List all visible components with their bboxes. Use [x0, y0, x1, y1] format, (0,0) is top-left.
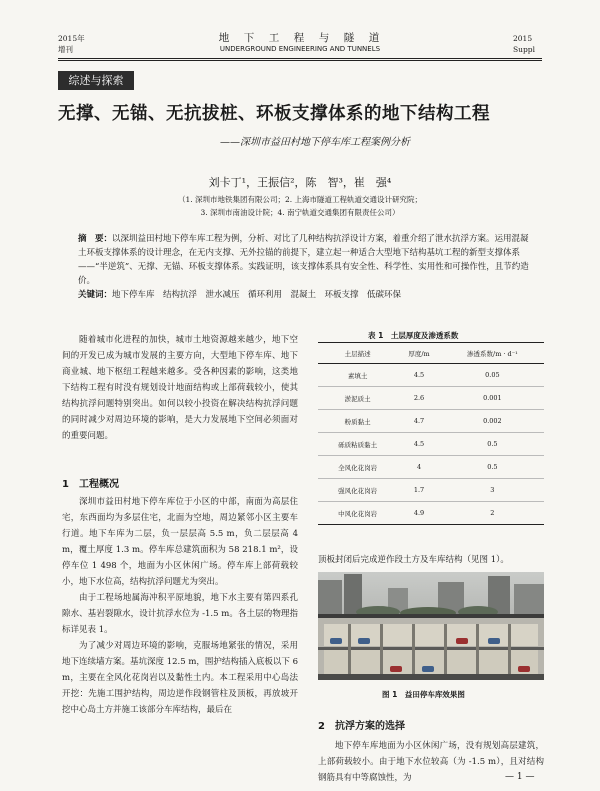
table-row [318, 502, 544, 525]
table-header-cell: 土层描述 [318, 343, 397, 364]
figure-intro-text: 顶板封闭后完成逆作段土方及车库结构（见图 1）。 [318, 555, 509, 565]
table-cell: 4.7 [397, 410, 440, 433]
table-cell: 中风化花岗岩 [318, 502, 397, 525]
abstract [78, 232, 532, 302]
table-row [318, 387, 544, 410]
table-cell: 4.5 [397, 364, 440, 387]
table-cell: 2 [441, 502, 544, 525]
section-2-heading: 2 抗浮方案的选择 [318, 721, 405, 732]
header-rule [58, 58, 542, 59]
garage-rendering-image [318, 572, 544, 680]
table-cell: 砾质粘质黏土 [318, 433, 397, 456]
abstract-text: 以深圳益田村地下停车库工程为例，分析、对比了几种结构抗浮设计方案，着重介绍了泄水抗浮方案。运用混凝土环板支撑体系的设计理念，在无内支撑、无外拉锚的前提下，建立起一种适合大型地下结构基坑工程的新型支撑体系——“半逆筑”、无撑、无锚、环板支撑体系。实践证明，该支撑体系具有安全性、科学性、实用性和可操作性，且节约造价。 [78, 234, 529, 286]
table-cell: 3 [441, 479, 544, 502]
header-right-year: 2015 [513, 34, 533, 43]
page-number: — 1 — [505, 772, 535, 782]
table-row [318, 410, 544, 433]
affiliation-line-2: 3. 深圳市南油设计院；4. 南宁轨道交通集团有限责任公司） [200, 208, 400, 217]
paper-subtitle: ——深圳市益田村地下停车库工程案例分析 [220, 137, 410, 148]
table-cell: 粉质黏土 [318, 410, 397, 433]
table-row [318, 433, 544, 456]
section-tag: 综述与探索 [58, 71, 134, 90]
table-cell: 全风化花岗岩 [318, 456, 397, 479]
table-cell: 0.5 [441, 433, 544, 456]
abstract-label: 摘 要： [78, 234, 113, 244]
table-cell: 4 [397, 456, 440, 479]
table-cell: 4.5 [397, 433, 440, 456]
table-cell: 1.7 [397, 479, 440, 502]
section-1-heading: 1 工程概况 [62, 479, 119, 490]
table-cell: 0.001 [441, 387, 544, 410]
header-year: 2015年 [58, 34, 85, 43]
journal-title-cn: 地 下 工 程 与 隧 道 [218, 32, 382, 44]
left-column-body [62, 494, 298, 718]
soil-table [318, 342, 544, 525]
table-cell: 2.6 [397, 387, 440, 410]
table-row [318, 479, 544, 502]
table-cell: 素填土 [318, 364, 397, 387]
table-cell: 强风化花岗岩 [318, 479, 397, 502]
paper-title: 无撑、无锚、无抗拔桩、环板支撑体系的地下结构工程 [58, 104, 490, 124]
journal-title-en: UNDERGROUND ENGINEERING AND TUNNELS [219, 45, 381, 53]
header-issue: 增刊 [58, 45, 73, 54]
paragraph-3: 为了减少对周边环境的影响，克服场地紧张的情况，采用地下连续墙方案。基坑深度 12.5 m，围护结构插入底板以下 6 m，主要在全风化花岗岩以及黏性土内。本工程采用中心岛法开挖：先施工围护结构，周边逆作段钢管柱及顶板，再放坡开挖中心岛土方并施工该部分车库结构，最后在 [62, 641, 299, 715]
paragraph-4: 地下停车库地面为小区休闲广场，没有规划高层建筑，上部荷载较小。由于地下水位较高（为 -1.5 m），且对结构钢筋具有中等腐蚀性，为 [318, 741, 544, 783]
table-header-cell: 厚度/m [397, 343, 440, 364]
table-cell: 淤泥质土 [318, 387, 397, 410]
affiliation-line-1: （1. 深圳市地铁集团有限公司；2. 上海市隧道工程轨道交通设计研究院； [177, 195, 423, 204]
keywords: 地下停车库 结构抗浮 泄水减压 循环利用 混凝土 环板支撑 低碳环保 [112, 290, 402, 300]
table-cell: 0.05 [441, 364, 544, 387]
table-row [318, 364, 544, 387]
table-cell: 0.002 [441, 410, 544, 433]
table-row [318, 456, 544, 479]
table-1-caption: 表 1 土层厚度及渗透系数 [368, 331, 459, 340]
table-cell: 4.9 [397, 502, 440, 525]
garage-rendering-figure [318, 572, 544, 680]
header-right-issue: Suppl [513, 45, 535, 54]
authors: 刘卡丁¹，王振信²，陈 智³，崔 强⁴ [208, 176, 392, 189]
table-header-cell: 渗透系数/m · d⁻¹ [441, 343, 544, 364]
table-cell: 0.5 [441, 456, 544, 479]
paragraph-1: 深圳市益田村地下停车库位于小区的中部，南面为高层住宅，东西面均为多层住宅，北面为空地，周边紧邻小区主要车行道。地下车库为二层，负一层层高 5.5 m，负二层层高 4 m，覆土厚度 1.3 m。停车库总建筑面积为 58 218.1 m²，设停车位 1 498 个，地面为小区休闲广场。停车库上部荷载较小，地下水位高，结构抗浮问题尤为突出。 [62, 497, 298, 587]
keywords-label: 关键词： [78, 290, 113, 300]
paragraph-2: 由于工程场地属海冲积平原地貌，地下水主要有第四系孔隙水、基岩裂隙水，设计抗浮水位为 -1.5 m。各土层的物理指标详见表 1。 [62, 593, 298, 635]
figure-1-caption: 图 1 益田停车库效果图 [382, 690, 465, 699]
table-header-row [318, 343, 544, 364]
left-column-intro [62, 332, 298, 444]
intro-paragraph: 随着城市化进程的加快，城市土地资源越来越少，地下空间的开发已成为城市发展的主要方向，大型地下停车库、地下商业城、地下枢纽工程越来越多。受各种因素的影响，这类地下结构工程有时没有规划设计地面结构或上部荷载较小，使其结构抗浮问题特别突出。如何以较小投资在解决结构抗浮问题的同时减少对周边环境的影响，是大力发展地下空间必须面对的重要问题。 [62, 335, 298, 441]
header-rule-2 [58, 60, 542, 61]
